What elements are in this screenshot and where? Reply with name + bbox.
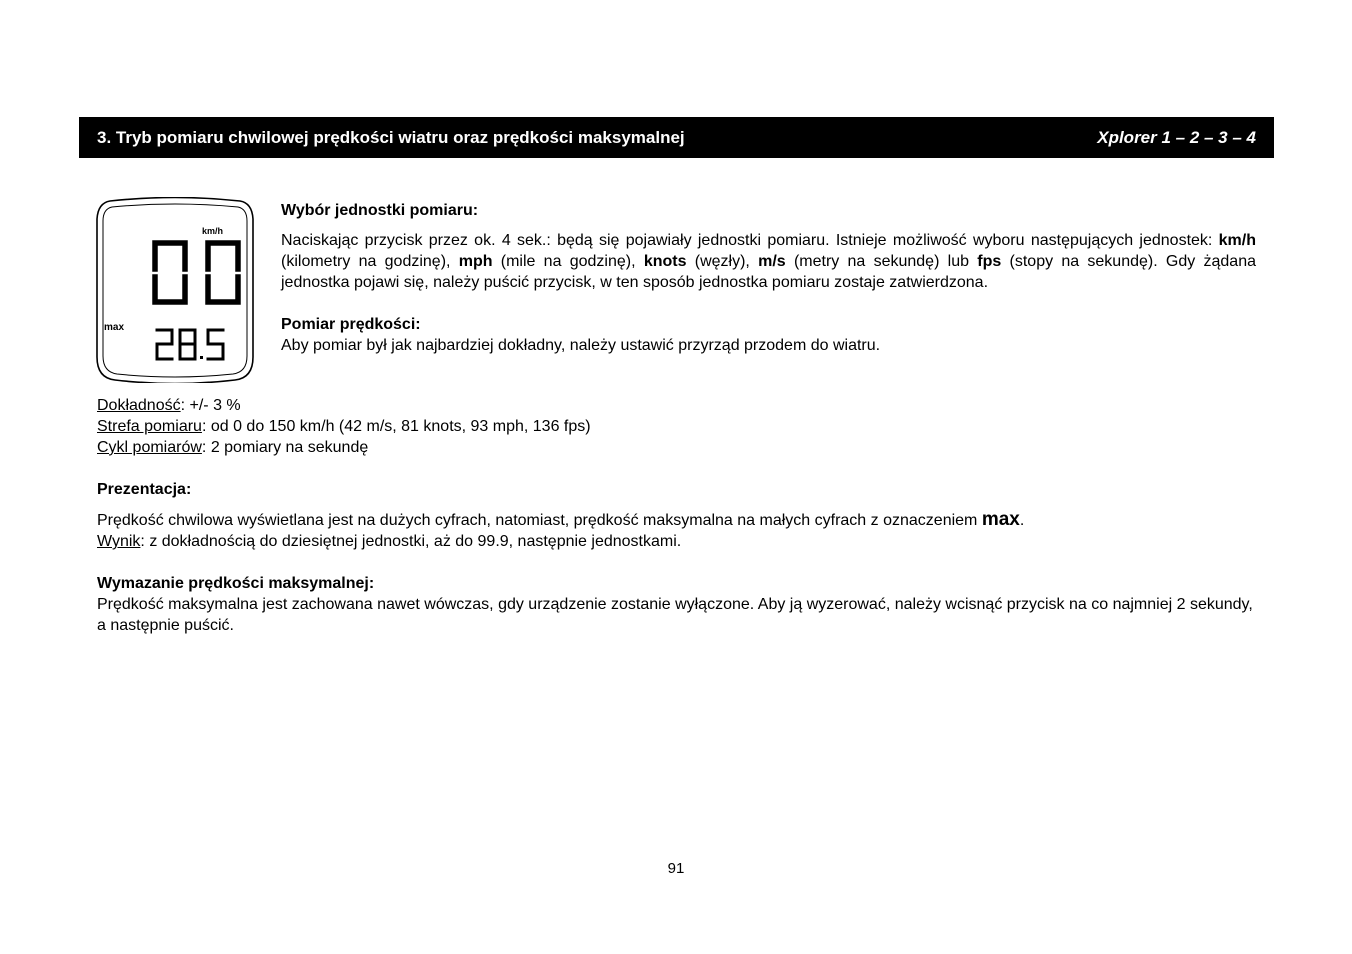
cycle-line xyxy=(97,437,1256,458)
presentation-text xyxy=(97,509,1256,531)
section-title: 3. Tryb pomiaru chwilowej prędkości wiatru oraz prędkości maksymalnej xyxy=(97,128,685,147)
cycle-label: Cykl pomiarów xyxy=(97,439,202,456)
range-value: : od 0 do 150 km/h (42 m/s, 81 knots, 93 mph, 136 fps) xyxy=(201,418,591,435)
page-number: 91 xyxy=(667,860,685,877)
reset-max-heading: Wymazanie prędkości maksymalnej: xyxy=(97,575,375,592)
accuracy-line xyxy=(97,395,1256,416)
display-max-label: max xyxy=(104,322,125,333)
reset-max-text: Prędkość maksymalna jest zachowana nawet wówczas, gdy urządzenie zostanie wyłączone. Aby ją wyzerować, należy wcisnąć przycisk na co najmniej 2 sekundy, a następnie puścić. xyxy=(97,596,1253,634)
result-line xyxy=(97,531,1256,552)
device-display-illustration xyxy=(96,197,254,383)
unit-fps: fps xyxy=(977,253,1002,270)
display-unit: km/h xyxy=(202,226,224,236)
text-run: (mile na godzinę), xyxy=(492,253,644,270)
text-run: (metry na sekundę) lub xyxy=(785,253,978,270)
presentation-heading: Prezentacja: xyxy=(97,481,192,498)
result-label: Wynik xyxy=(97,533,141,550)
right-column xyxy=(281,200,1256,356)
unit-kmh: km/h xyxy=(1218,232,1256,249)
range-label: Strefa pomiaru xyxy=(97,418,202,435)
model-name: Xplorer 1 – 2 – 3 – 4 xyxy=(1097,128,1256,147)
unit-selection-heading: Wybór jednostki pomiaru: xyxy=(281,202,479,219)
text-run: . xyxy=(1019,512,1025,529)
unit-mph: mph xyxy=(458,253,493,270)
unit-knots: knots xyxy=(643,253,687,270)
speed-measurement-heading: Pomiar prędkości: xyxy=(281,316,421,333)
accuracy-value: : +/- 3 % xyxy=(180,397,241,414)
range-line xyxy=(97,416,1256,437)
text-run: Naciskając przycisk przez ok. 4 sek.: będą się pojawiały jednostki pomiaru. Istnieje możliwość wyboru następujących jednostek: xyxy=(281,232,1219,249)
text-run: (kilometry na godzinę), xyxy=(281,253,459,270)
speed-measurement-text: Aby pomiar był jak najbardziej dokładny, należy ustawić przyrząd przodem do wiatru. xyxy=(281,337,881,354)
text-run: (stopy na sekundę). Gdy żądana jednostka pojawi się, należy puścić przycisk, w ten sposób jednostka pomiaru zostaje zatwierdzona. xyxy=(281,253,1257,291)
unit-selection-text xyxy=(281,230,1256,293)
max-word: max xyxy=(981,509,1020,530)
lower-section xyxy=(97,395,1256,636)
accuracy-label: Dokładność xyxy=(97,397,181,414)
text-run: Prędkość chwilowa wyświetlana jest na dużych cyfrach, natomiast, prędkość maksymalna na małych cyfrach z oznaczeniem xyxy=(97,512,982,529)
cycle-value: : 2 pomiary na sekundę xyxy=(201,439,369,456)
unit-ms: m/s xyxy=(758,253,786,270)
section-header-bar xyxy=(79,117,1274,158)
result-value: : z dokładnością do dziesiętnej jednostki, aż do 99.9, następnie jednostkami. xyxy=(140,533,682,550)
text-run: (węzły), xyxy=(686,253,759,270)
